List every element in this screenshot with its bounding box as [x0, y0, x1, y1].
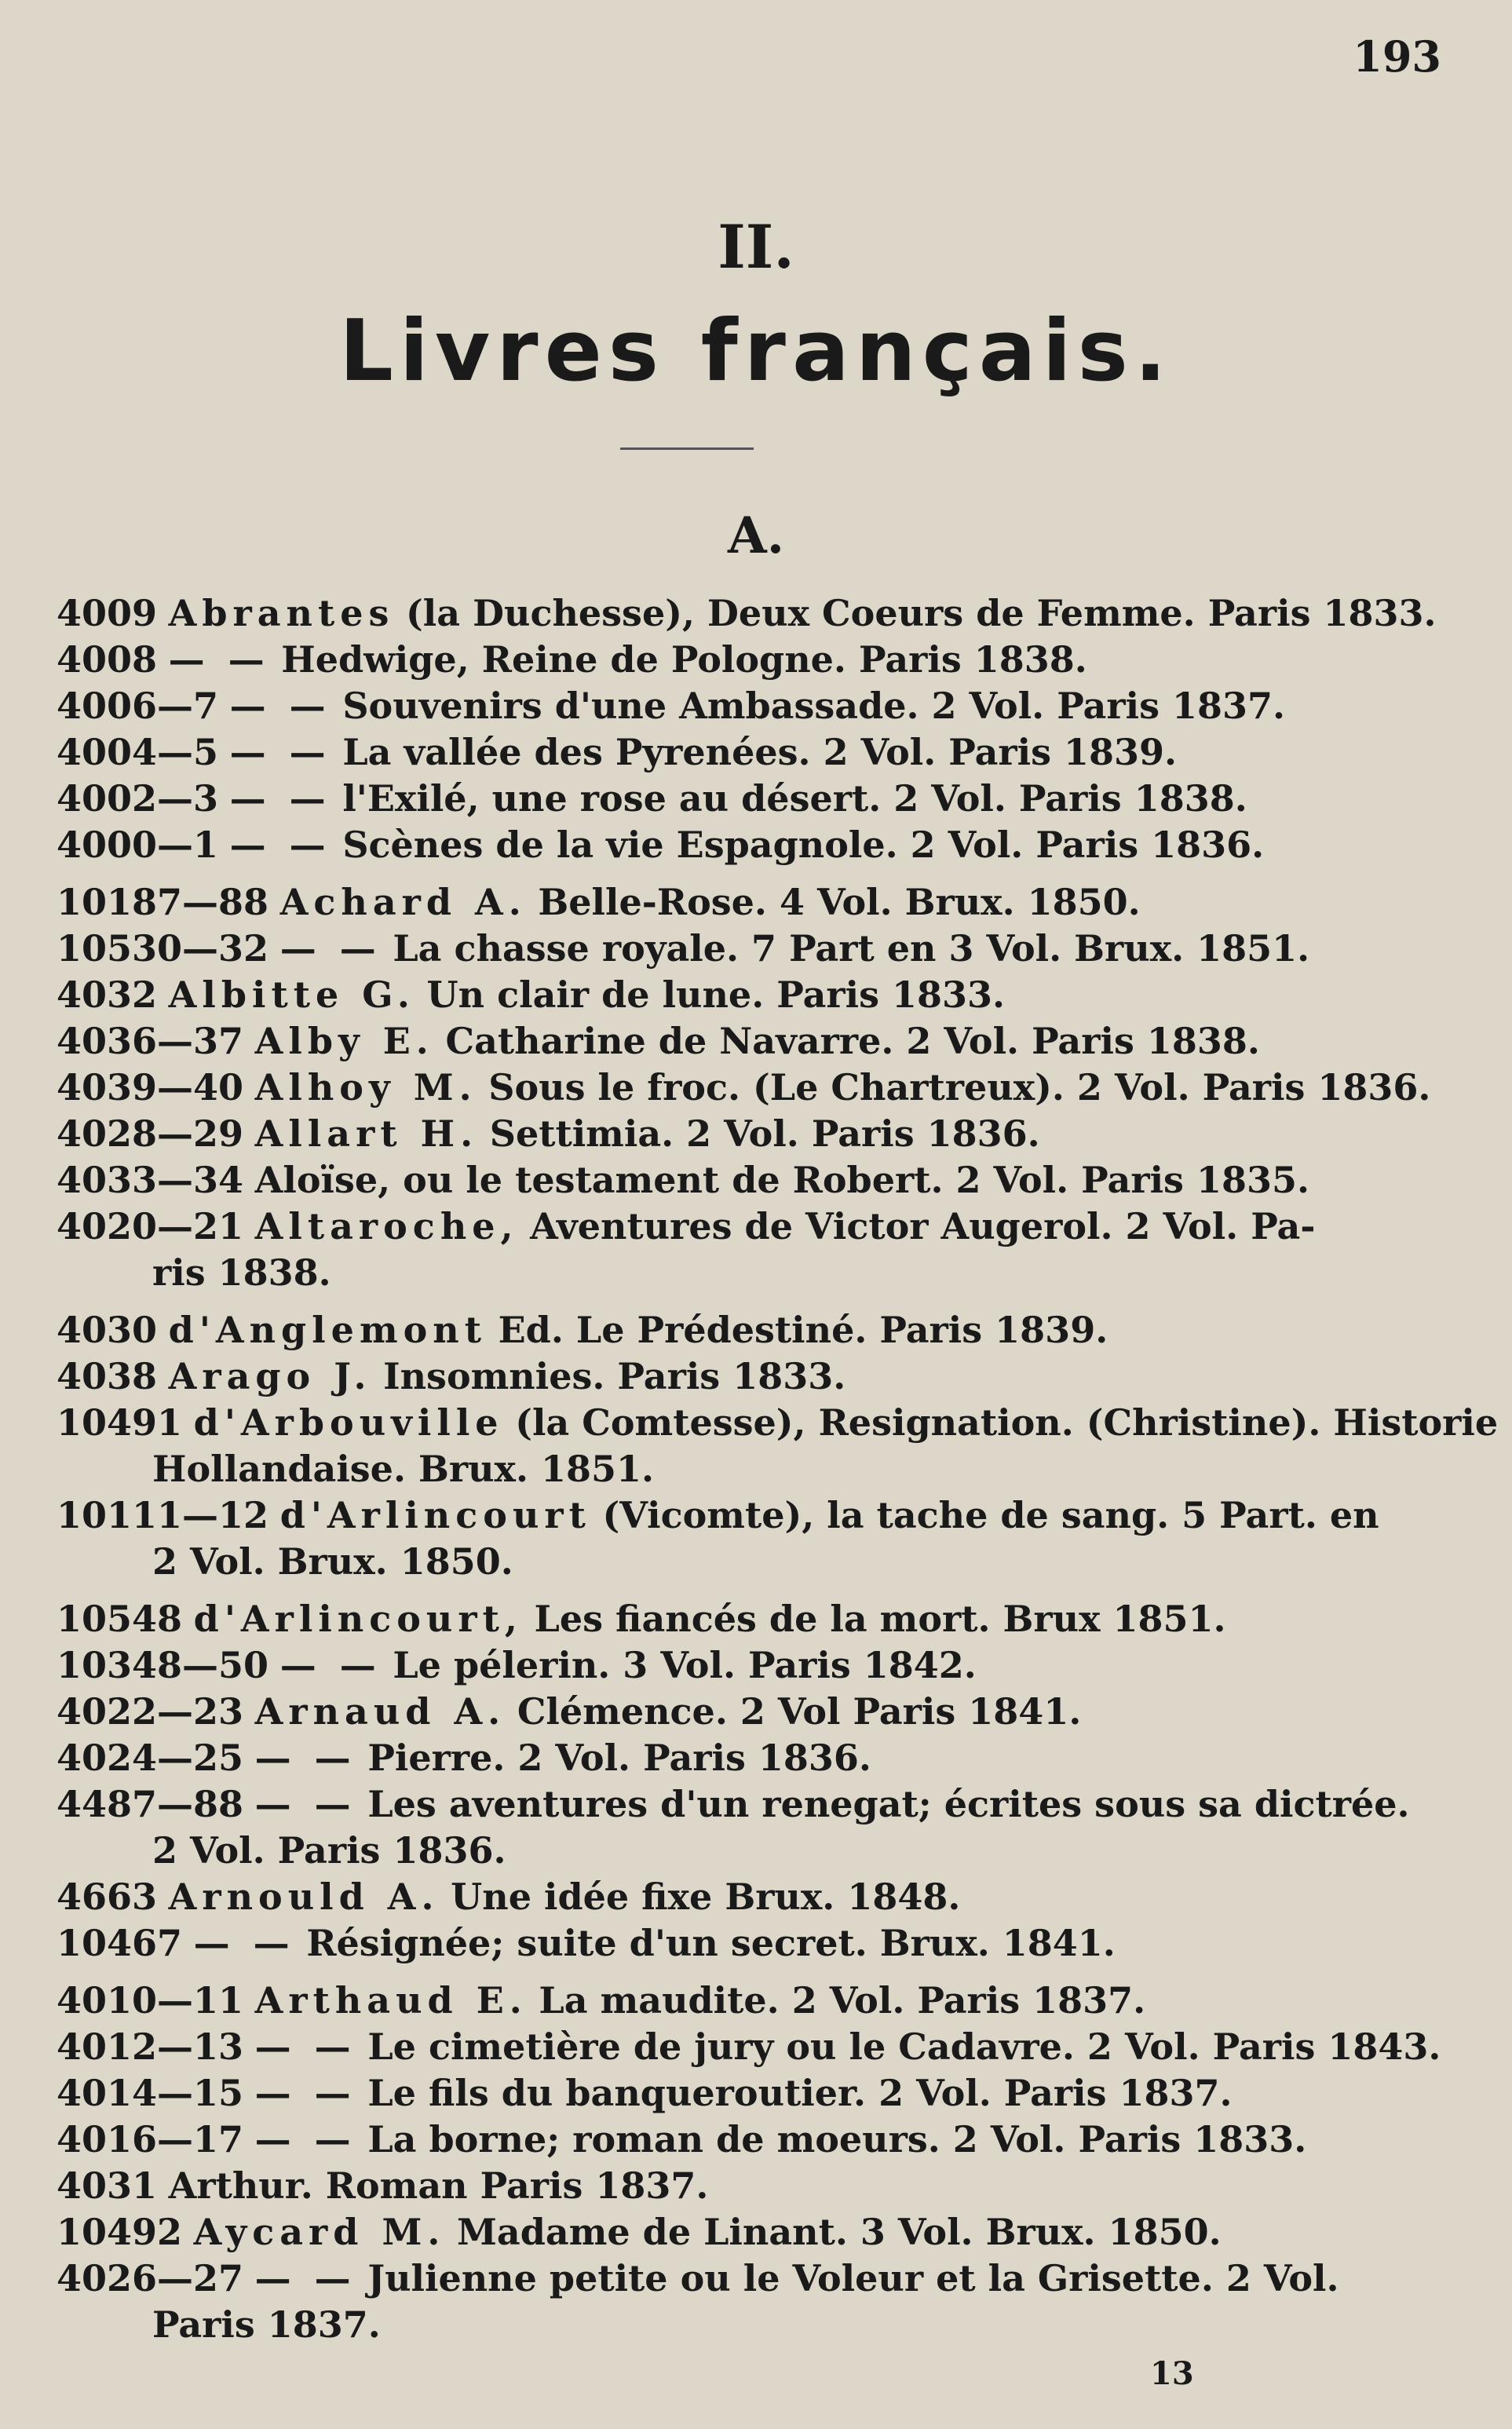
entry-author: Alhoy M. [254, 1066, 477, 1109]
entry-number: 4002—3 [57, 777, 219, 820]
entry-title: (Vicomte), la tache de sang. 5 Part. en [602, 1494, 1379, 1536]
entry-title: Settimia. 2 Vol. Paris 1836. [489, 1112, 1040, 1155]
entry-line [57, 1642, 1386, 1689]
catalog-entry [57, 879, 1386, 926]
entry-number: 4014—15 [57, 2072, 244, 2114]
entry-title: (la Duchesse), Deux Coeurs de Femme. Paris 1833. [406, 592, 1437, 634]
entry-number: 10530—32 [57, 927, 269, 970]
entry-number: 4032 [57, 973, 158, 1016]
entry-author: Achard A. [279, 881, 527, 923]
catalog-entry [57, 1642, 1386, 1689]
catalog-entry [57, 590, 1437, 637]
entry-author: Arnaud A. [254, 1690, 506, 1733]
entry-line [57, 2163, 1386, 2209]
entry-title: Un clair de lune. Paris 1833. [426, 973, 1006, 1016]
entry-title: Le pélerin. 3 Vol. Paris 1842. [393, 1644, 977, 1686]
entry-number: 4038 [57, 1355, 158, 1397]
entry-number: 4039—40 [57, 1066, 244, 1109]
entry-continuation-line [57, 1446, 1386, 1492]
catalog-entry [57, 729, 1386, 776]
entry-number: 10187—88 [57, 881, 269, 923]
entry-author: — — [254, 2072, 356, 2114]
entry-number: 4026—27 [57, 2257, 244, 2299]
entry-continuation: ris 1838. [152, 1251, 331, 1294]
entry-number: 4036—37 [57, 1020, 244, 1062]
letter-heading: A. [728, 506, 784, 565]
entry-title: Pierre. 2 Vol. Paris 1836. [367, 1737, 871, 1779]
entry-continuation-line [57, 1250, 1386, 1296]
entry-number: 4004—5 [57, 731, 219, 773]
catalog-entry [57, 1204, 1386, 1296]
entry-line [57, 1978, 1386, 2024]
entry-continuation-line [57, 1539, 1386, 1585]
entry-title: Aventures de Victor Augerol. 2 Vol. Pa- [530, 1205, 1316, 1247]
section-title: Livres français. [339, 302, 1173, 400]
entry-line [57, 1204, 1386, 1250]
catalog-entry [57, 1157, 1386, 1204]
entry-line [57, 1111, 1386, 1157]
entry-line [57, 972, 1386, 1018]
entry-continuation: Paris 1837. [152, 2303, 381, 2346]
entry-continuation: Hollandaise. Brux. 1851. [152, 1448, 655, 1490]
entry-title: Le fils du banqueroutier. 2 Vol. Paris 1837. [367, 2072, 1233, 2114]
entry-number: 10348—50 [57, 1644, 269, 1686]
entry-number: 4022—23 [57, 1690, 244, 1733]
entry-title: Résignée; suite d'un secret. Brux. 1841. [306, 1922, 1116, 1964]
entry-continuation-line [57, 2302, 1386, 2348]
entry-line [57, 2024, 1441, 2070]
entry-line [57, 1781, 1410, 1828]
entry-line [57, 2209, 1386, 2256]
catalog-entry [57, 2024, 1441, 2070]
entry-title: La borne; roman de moeurs. 2 Vol. Paris 1833. [367, 2118, 1307, 2161]
entry-line [57, 1307, 1386, 1353]
catalog-entry [57, 2209, 1386, 2256]
entry-line [57, 879, 1386, 926]
entry-line [57, 2070, 1386, 2117]
entry-number: 4012—13 [57, 2025, 244, 2068]
entry-number: 10467 [57, 1922, 183, 1964]
entry-line [57, 926, 1386, 972]
entry-title: La vallée des Pyrenées. 2 Vol. Paris 1839. [342, 731, 1178, 773]
entry-continuation: 2 Vol. Brux. 1850. [152, 1540, 513, 1583]
catalog-entry [57, 1492, 1386, 1585]
divider-rule [620, 447, 754, 450]
entry-line [57, 1400, 1499, 1446]
entry-author: — — [254, 2025, 356, 2068]
catalog-entry [57, 776, 1386, 822]
catalog-entry [57, 1781, 1410, 1874]
entry-title: Julienne petite ou le Voleur et la Grisette. 2 Vol. [367, 2257, 1339, 2299]
entry-number: 4030 [57, 1309, 158, 1351]
entry-line [57, 590, 1437, 637]
entry-title: Arthur. Roman Paris 1837. [168, 2164, 709, 2207]
entry-title: l'Exilé, une rose au désert. 2 Vol. Paris 1838. [342, 777, 1247, 820]
entry-line [57, 1596, 1386, 1642]
catalog-entry [57, 972, 1386, 1018]
entry-author: — — [229, 777, 331, 820]
entry-author: — — [229, 824, 331, 866]
entry-author: Arthaud E. [254, 1979, 528, 2022]
catalog-entry [57, 2163, 1386, 2209]
entry-title: Une idée fixe Brux. 1848. [451, 1876, 961, 1918]
catalog-entry [57, 2256, 1386, 2348]
catalog-entry [57, 1111, 1386, 1157]
entry-title: Catharine de Navarre. 2 Vol. Paris 1838. [445, 1020, 1260, 1062]
entry-number: 10492 [57, 2211, 183, 2253]
entry-line [57, 822, 1386, 868]
catalog-entry [57, 1065, 1431, 1111]
entry-author: Aycard M. [193, 2211, 446, 2253]
entry-title: (la Comtesse), Resignation. (Christine). Historie [515, 1401, 1499, 1444]
entry-number: 10111—12 [57, 1494, 269, 1536]
entry-title: Hedwige, Reine de Pologne. Paris 1838. [281, 638, 1087, 681]
entry-number: 4000—1 [57, 824, 219, 866]
entry-author: — — [254, 2118, 356, 2161]
entry-line [57, 683, 1386, 729]
entry-line [57, 1920, 1386, 1967]
entry-line [57, 1157, 1386, 1204]
entry-author: Allart H. [254, 1112, 479, 1155]
entry-title: Insomnies. Paris 1833. [383, 1355, 846, 1397]
entry-number: 4010—11 [57, 1979, 244, 2022]
catalog-entry [57, 1874, 1386, 1920]
entry-author: — — [279, 927, 382, 970]
entry-number: 4006—7 [57, 685, 219, 727]
entry-author: — — [279, 1644, 382, 1686]
catalog-entry [57, 1400, 1499, 1492]
entry-line [57, 1735, 1386, 1781]
entry-author: — — [229, 731, 331, 773]
entry-author: d'Arlincourt, [193, 1598, 523, 1640]
entry-title: Clémence. 2 Vol Paris 1841. [517, 1690, 1082, 1733]
entry-number: 4663 [57, 1876, 158, 1918]
entry-number: 4031 [57, 2164, 158, 2207]
catalog-entry [57, 1978, 1386, 2024]
entry-continuation-line [57, 1828, 1386, 1874]
entry-author: — — [254, 2257, 356, 2299]
catalog-entry [57, 1353, 1386, 1400]
entry-number: 4487—88 [57, 1783, 244, 1825]
entry-number: 4016—17 [57, 2118, 244, 2161]
entry-author: — — [229, 685, 331, 727]
entry-line [57, 1689, 1386, 1735]
entry-title: Belle-Rose. 4 Vol. Brux. 1850. [538, 881, 1141, 923]
entry-title: Madame de Linant. 3 Vol. Brux. 1850. [457, 2211, 1222, 2253]
catalog-entry [57, 2117, 1386, 2163]
signature-mark: 13 [1150, 2355, 1194, 2392]
entry-author: Arago J. [168, 1355, 372, 1397]
entry-author: — — [168, 638, 270, 681]
entry-author: Arnould A. [168, 1876, 440, 1918]
entry-title: Souvenirs d'une Ambassade. 2 Vol. Paris 1837. [342, 685, 1286, 727]
catalog-entry [57, 926, 1386, 972]
entry-title: Scènes de la vie Espagnole. 2 Vol. Paris 1836. [342, 824, 1265, 866]
entry-number: 10548 [57, 1598, 183, 1640]
entry-continuation: 2 Vol. Paris 1836. [152, 1829, 506, 1872]
entry-line [57, 1065, 1431, 1111]
entry-author: d'Anglemont [168, 1309, 487, 1351]
entry-number: 4024—25 [57, 1737, 244, 1779]
catalog-entry [57, 2070, 1386, 2117]
entry-line [57, 1492, 1386, 1539]
entry-line [57, 2256, 1386, 2302]
entry-number: 4033—34 [57, 1159, 244, 1201]
entry-author: d'Arbouville [193, 1401, 504, 1444]
entry-author: — — [254, 1737, 356, 1779]
entry-title: Ed. Le Prédestiné. Paris 1839. [498, 1309, 1108, 1351]
entry-number: 10491 [57, 1401, 183, 1444]
entry-author: Alby E. [254, 1020, 434, 1062]
entry-number: 4009 [57, 592, 158, 634]
entry-author: — — [193, 1922, 295, 1964]
entry-title: Aloïse, ou le testament de Robert. 2 Vol. Paris 1835. [254, 1159, 1309, 1201]
entry-number: 4020—21 [57, 1205, 244, 1247]
entry-number: 4028—29 [57, 1112, 244, 1155]
entry-author: Abrantes [168, 592, 395, 634]
entry-title: Sous le froc. (Le Chartreux). 2 Vol. Paris 1836. [488, 1066, 1431, 1109]
entry-title: Le cimetière de jury ou le Cadavre. 2 Vol. Paris 1843. [367, 2025, 1441, 2068]
catalog-entry [57, 637, 1386, 683]
entry-title: Les aventures d'un renegat; écrites sous sa dictrée. [367, 1783, 1410, 1825]
catalog-entries [57, 590, 1499, 2348]
page-number: 193 [1353, 31, 1441, 82]
catalog-entry [57, 822, 1386, 868]
entry-author: Albitte G. [168, 973, 415, 1016]
entry-title: La maudite. 2 Vol. Paris 1837. [539, 1979, 1146, 2022]
entry-line [57, 1353, 1386, 1400]
entry-line [57, 1018, 1386, 1065]
entry-line [57, 776, 1386, 822]
entry-line [57, 1874, 1386, 1920]
catalog-entry [57, 1920, 1386, 1967]
entry-title: La chasse royale. 7 Part en 3 Vol. Brux. 1851. [393, 927, 1310, 970]
section-number: II. [718, 212, 794, 282]
entry-line [57, 637, 1386, 683]
entry-author: Altaroche, [254, 1205, 519, 1247]
catalog-entry [57, 683, 1386, 729]
entry-author: d'Arlincourt [279, 1494, 591, 1536]
entry-author: — — [254, 1783, 356, 1825]
entry-title: Les fiancés de la mort. Brux 1851. [534, 1598, 1226, 1640]
catalog-entry [57, 1596, 1386, 1642]
catalog-entry [57, 1018, 1386, 1065]
catalog-entry [57, 1689, 1386, 1735]
catalog-entry [57, 1307, 1386, 1353]
entry-line [57, 2117, 1386, 2163]
entry-line [57, 729, 1386, 776]
catalog-entry [57, 1735, 1386, 1781]
entry-number: 4008 [57, 638, 158, 681]
